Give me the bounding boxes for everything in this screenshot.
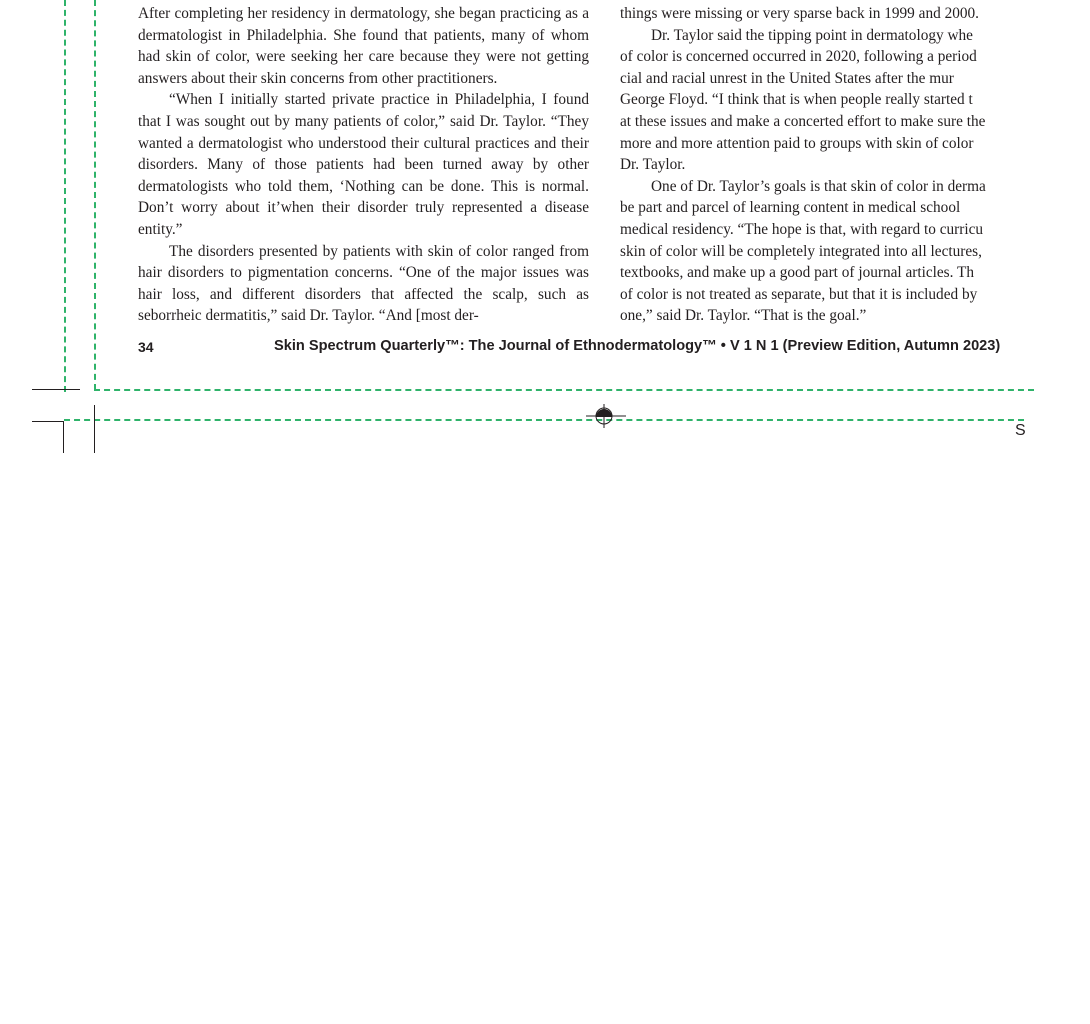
bottom-trim-dashed-line — [94, 389, 1034, 391]
text-line: cial and racial unrest in the United States after the mur — [620, 69, 954, 87]
paragraph: After completing her residency in dermatology, she began practicing as a dermatologist in Philadelphia. She found that patients, many of whom had skin of color, were seeking her care because they were not getting answers about their skin concerns from other practitioners. — [138, 5, 589, 87]
text-line: George Floyd. “I think that is when people really started t — [620, 91, 973, 109]
paragraph: The disorders presented by patients with skin of color ranged from hair disorders to pigmentation concerns. “One of the major issues was hair loss, and different disorders that affected the scalp, such as seborrheic dermatitis,” said Dr. Taylor. “And [most der- — [138, 242, 589, 325]
next-page-fragment: S — [1015, 422, 1026, 439]
text-line: Dr. Taylor. — [620, 156, 686, 174]
left-bleed-dashed-line — [94, 0, 96, 390]
text-line: more and more attention paid to groups with skin of color — [620, 134, 974, 152]
registration-mark-icon — [586, 404, 626, 428]
text-line: medical residency. “The hope is that, with regard to curricu — [620, 220, 984, 238]
page-number: 34 — [138, 339, 154, 355]
text-line: one,” said Dr. Taylor. “That is the goal.” — [620, 307, 867, 325]
left-trim-dashed-line — [64, 0, 66, 392]
text-line: textbooks, and make up a good part of journal articles. Th — [620, 264, 975, 282]
paragraph: “When I initially started private practice in Philadelphia, I found that I was sought out by many patients of color,” said Dr. Taylor. “They wanted a dermatologist who understood their cultural practices and their disorders. Many of those patients had been turned away by other dermatologists who told them, ‘Nothing can be done. This is normal. Don’t worry about it’when their disorder truly represented a disease entity.” — [138, 91, 589, 238]
text-line: be part and parcel of learning content in medical school — [620, 199, 961, 217]
crop-mark-vertical-right — [94, 405, 95, 453]
crop-mark-horizontal-lower — [32, 421, 64, 422]
crop-mark-horizontal-upper — [32, 389, 80, 390]
right-text-column — [620, 3, 1090, 327]
text-line: Dr. Taylor said the tipping point in dermatology whe — [651, 26, 973, 44]
bottom-bleed-dashed-line — [64, 419, 1024, 421]
text-line: skin of color will be completely integrated into all lectures, — [620, 242, 982, 260]
text-line: of color is not treated as separate, but that it is included by — [620, 285, 978, 303]
text-line: One of Dr. Taylor’s goals is that skin of color in derma — [651, 177, 986, 195]
running-footer-title: Skin Spectrum Quarterly™: The Journal of Ethnodermatology™ • V 1 N 1 (Preview Edition, Autumn 2023) — [274, 338, 1001, 354]
crop-mark-vertical-left — [63, 421, 64, 453]
text-line: of color is concerned occurred in 2020, following a period — [620, 48, 977, 66]
text-line: things were missing or very sparse back in 1999 and 2000. — [620, 5, 979, 22]
left-text-column — [138, 3, 589, 327]
text-line: at these issues and make a concerted effort to make sure the — [620, 112, 986, 130]
